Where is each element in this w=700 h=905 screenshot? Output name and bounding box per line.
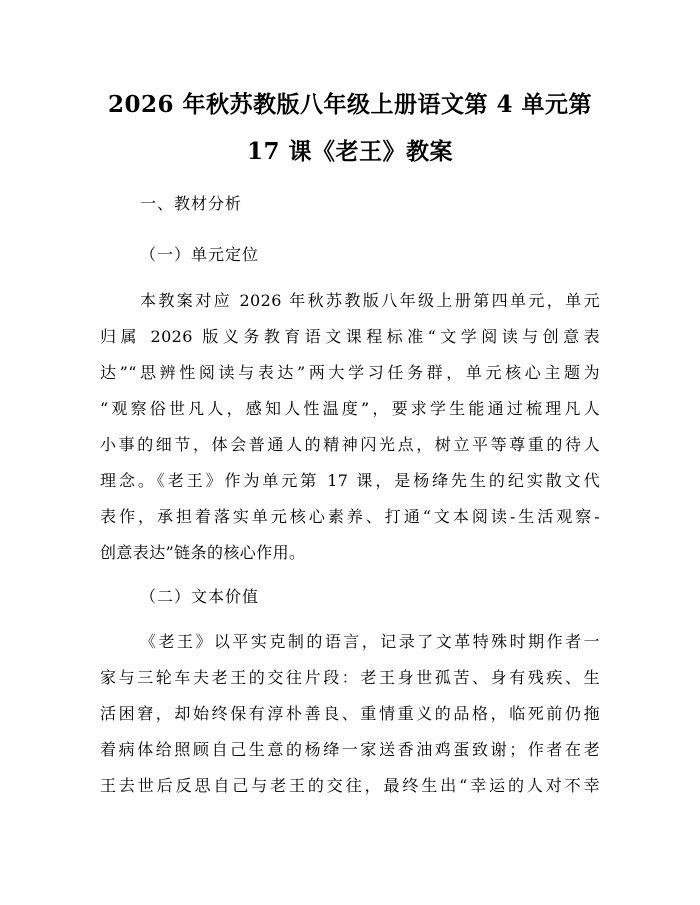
- paragraph-line: 本教案对应 2026 年秋苏教版八年级上册第四单元，单元: [140, 291, 600, 310]
- subsection-heading-text-value: （二）文本价值: [140, 587, 260, 606]
- paragraph-line: 《老王》以平实克制的语言，记录了文革特殊时期作者一: [140, 632, 600, 651]
- document-title-line-1: 2026 年秋苏教版八年级上册语文第 4 单元第: [107, 91, 593, 118]
- section-heading-teaching-material-analysis: 一、教材分析: [140, 194, 243, 213]
- document-title-line-2: 17 课《老王》教案: [246, 138, 453, 165]
- paragraph-line: 着病体给照顾自己生意的杨绛一家送香油鸡蛋致谢；作者在老: [100, 740, 600, 759]
- paragraph-line: 归属 2026 版义务教育语文课程标准“文学阅读与创意表: [100, 327, 600, 346]
- paragraph-line: 王去世后反思自己与老王的交往，最终生出“幸运的人对不幸: [100, 776, 600, 795]
- paragraph-line: 理念。《老王》作为单元第 17 课，是杨绛先生的纪实散文代: [100, 471, 600, 490]
- paragraph-line: 小事的细节，体会普通人的精神闪光点，树立平等尊重的待人: [100, 435, 600, 454]
- paragraph-line: 达”“思辨性阅读与表达”两大学习任务群，单元核心主题为: [100, 363, 600, 382]
- paragraph-line: 家与三轮车夫老王的交往片段：老王身世孤苦、身有残疾、生: [100, 668, 600, 687]
- subsection-heading-unit-positioning: （一）单元定位: [140, 245, 260, 264]
- paragraph-line: 活困窘，却始终保有淳朴善良、重情重义的品格，临死前仍拖: [100, 704, 600, 723]
- paragraph-line: 创意表达”链条的核心作用。: [100, 543, 306, 562]
- paragraph-line: “观察俗世凡人，感知人性温度”，要求学生能通过梳理凡人: [100, 399, 600, 418]
- paragraph-line: 表作，承担着落实单元核心素养、打通“文本阅读-生活观察-: [100, 507, 600, 526]
